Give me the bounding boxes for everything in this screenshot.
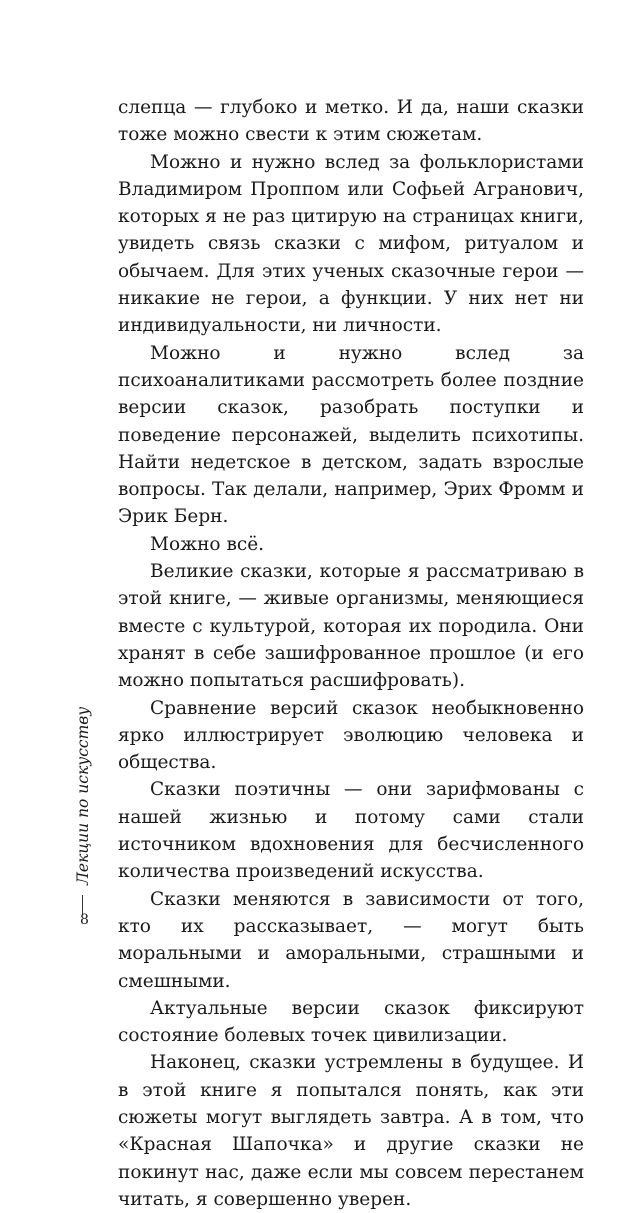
running-head: Лекции по искусству [74,706,92,885]
paragraph-7: Сказки поэтичны — они зарифмованы с нашей жизнью и потому сами стали источником вдохновения для бесчисленного количества произведений искусства. [118,779,584,883]
paragraph-10: Наконец, сказки устремлены в будущее. И в этой книге я попытался понять, как эти сюжеты могут выглядеть завтра. А в том, что «Красная Шапочка» и другие сказки не покинут нас, даже если мы совсем перестанем читать, я совершенно уверен. [118,1052,584,1210]
paragraph-2: Можно и нужно вслед за фольклористами Владимиром Проппом или Софьей Агранович, которых я не раз цитирую на страницах книги, увидеть связь сказки с мифом, ритуалом и обычаем. Для этих ученых сказочные герои — никакие не герои, а функции. У них нет ни индивидуальности, ни личности. [118,151,584,337]
paragraph-1: слепца — глубоко и метко. И да, наши сказки тоже можно свести к этим сюжетам. [118,97,584,146]
paragraph-8: Сказки меняются в зависимости от того, кто их рассказывает, — могут быть моральными и аморальными, страшными и смешными. [118,888,584,992]
paragraph-3: Можно и нужно вслед за психоаналитиками рассмотреть более поздние версии сказок, разобрать поступки и поведение персонажей, выделить психотипы. Найти недетское в детском, задать взрослые вопросы. Так делали, например, Эрих Фромм и Эрик Берн. [118,342,584,528]
paragraph-9: Актуальные версии сказок фиксируют состояние болевых точек цивилизации. [118,997,584,1047]
paragraph-6: Сравнение версий сказок необыкновенно ярко иллюстрирует эволюцию человека и общества. [118,697,584,774]
page-number: 8 [80,912,89,928]
body-text [118,94,584,1213]
paragraph-5: Великие сказки, которые я рассматриваю в этой книге, — живые организмы, меняющиеся вместе с культурой, которая их породила. Они хранят в себе зашифрованное прошлое (и его можно попытаться расшифровать). [118,561,584,692]
paragraph-4: Можно всё. [150,533,265,555]
